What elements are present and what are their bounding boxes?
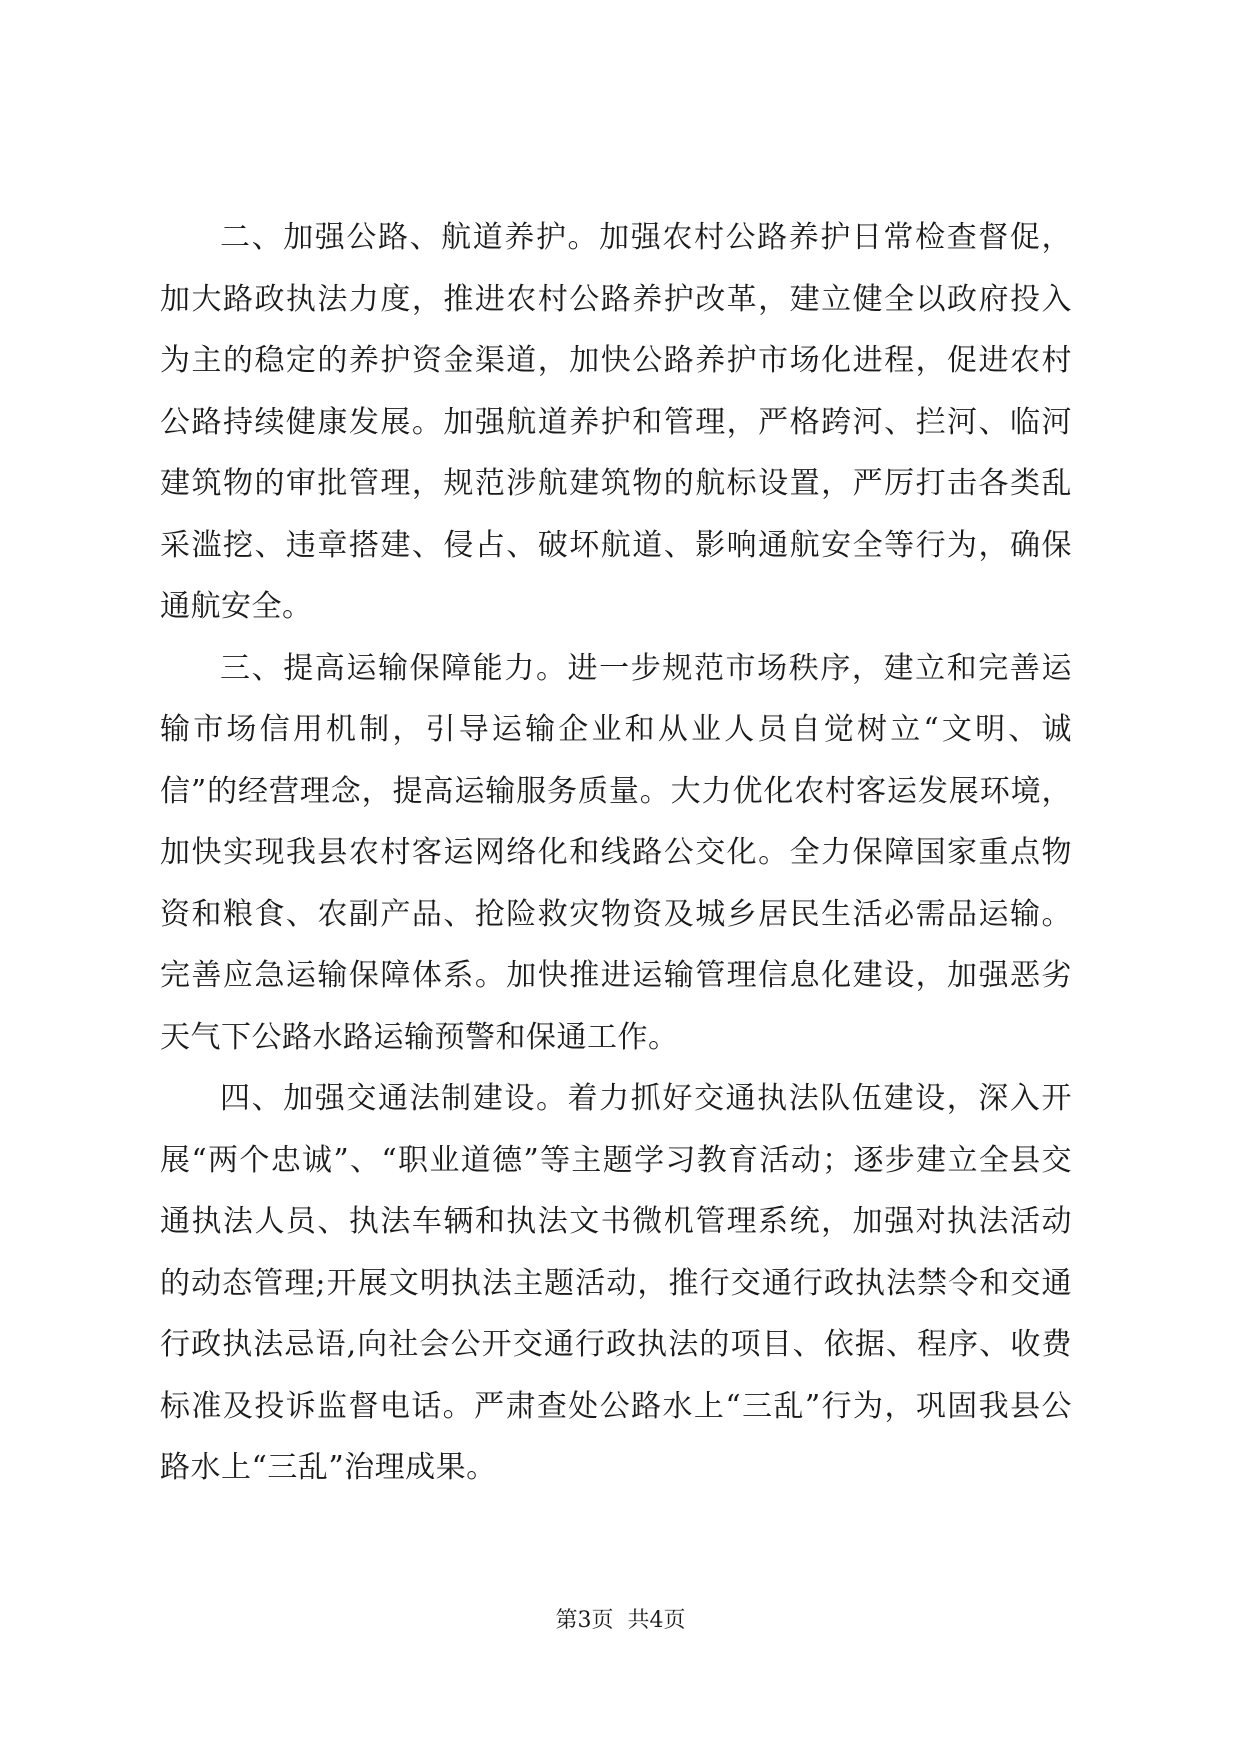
paragraph-highway-waterway-maintenance: 二、加强公路、航道养护。加强农村公路养护日常检查督促，加大路政执法力度，推进农村公路养护改革，建立健全以政府投入为主的稳定的养护资金渠道，加快公路养护市场化进程，促进农村公路持续健康发展。加强航道养护和管理，严格跨河、拦河、临河建筑物的审批管理，规范涉航建筑物的航标设置，严厉打击各类乱采滥挖、违章搭建、侵占、破坏航道、影响通航安全等行为，确保通航安全。 xyxy=(160,220,1072,624)
page-number: 第3页 共4页 xyxy=(555,1608,686,1633)
page-footer xyxy=(0,1606,1241,1636)
paragraph-transport-capacity: 三、提高运输保障能力。进一步规范市场秩序，建立和完善运输市场信用机制，引导运输企业和从业人员自觉树立“文明、诚信”的经营理念，提高运输服务质量。大力优化农村客运发展环境，加快实现我县农村客运网络化和线路公交化。全力保障国家重点物资和粮食、农副产品、抢险救灾物资及城乡居民生活必需品运输。完善应急运输保障体系。加快推进运输管理信息化建设，加强恶劣天气下公路水路运输预警和保通工作。 xyxy=(160,650,1072,1055)
paragraph-legal-system: 四、加强交通法制建设。着力抓好交通执法队伍建设，深入开展“两个忠诚”、“职业道德”等主题学习教育活动；逐步建立全县交通执法人员、执法车辆和执法文书微机管理系统，加强对执法活动的动态管理;开展文明执法主题活动，推行交通行政执法禁令和交通行政执法忌语,向社会公开交通行政执法的项目、依据、程序、收费标准及投诉监督电话。严肃查处公路水上“三乱”行为，巩固我县公路水上“三乱”治理成果。 xyxy=(160,1081,1072,1485)
document-body xyxy=(160,207,1072,1499)
